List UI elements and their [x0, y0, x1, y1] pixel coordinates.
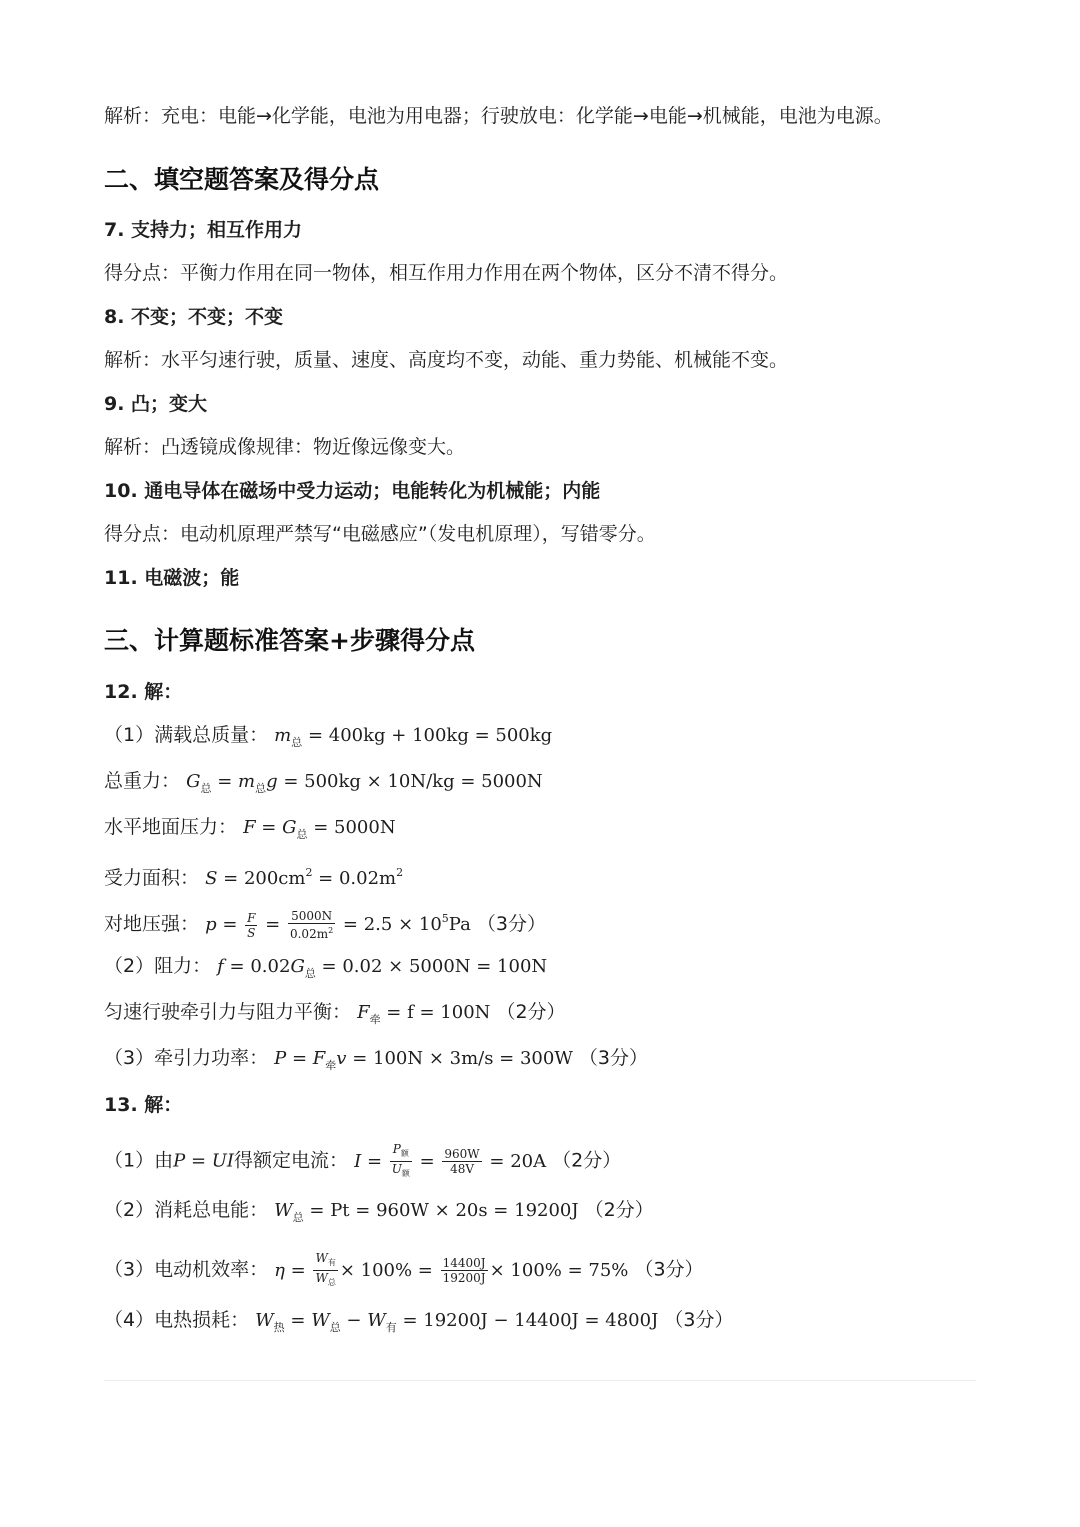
formula: I = $\frac{P_额}{U_额}$ = $\frac{960W}{48V}$ = 20A — [354, 1142, 547, 1178]
step-label: 得额定电流： — [234, 1149, 349, 1172]
step-label: （4）电热损耗： — [104, 1309, 250, 1331]
q12-traction — [104, 998, 566, 1034]
formula: $m_总 = 400kg + 100kg = 500kg$ — [274, 725, 553, 749]
step-label: （2）消耗总电能： — [104, 1199, 269, 1221]
section-heading-fill-in: 二、填空题答案及得分点 — [104, 165, 380, 194]
step-label: （3）电动机效率： — [104, 1258, 269, 1281]
step-label: 对地压强： — [104, 913, 200, 935]
formula: $P = F_牵v = 100N \times 3m/s = 300W$ — [274, 1048, 573, 1072]
q13-efficiency — [104, 1251, 704, 1290]
q12-resistance — [104, 952, 547, 988]
q12-power — [104, 1044, 648, 1080]
answer-q7: 7. 支持力；相互作用力 — [104, 219, 303, 241]
q12-total-weight — [104, 767, 543, 803]
scoring-note-q10: 得分点：电动机原理严禁写“电磁感应”（发电机原理），写错零分。 — [104, 523, 656, 545]
step-label: （2）阻力： — [104, 955, 212, 977]
formula: $S = 200cm^2 = 0.02m^2$ — [205, 866, 404, 889]
step-label: 总重力： — [104, 770, 181, 792]
score-badge: （3分） — [476, 913, 546, 935]
step-label: （3）牵引力功率： — [104, 1047, 269, 1069]
formula: $F_牵 = f = 100N$ — [357, 1002, 491, 1026]
formula: $F = G_总 = 5000N$ — [243, 817, 396, 841]
formula: $f = 0.02G_总 = 0.02 \times 5000N = 100N$ — [217, 956, 548, 980]
analysis-q8: 解析：水平匀速行驶，质量、速度、高度均不变，动能、重力势能、机械能不变。 — [104, 349, 789, 371]
analysis-q9: 解析：凸透镜成像规律：物近像远像变大。 — [104, 436, 466, 458]
score-badge: （3分） — [664, 1309, 734, 1331]
answer-q9: 9. 凸；变大 — [104, 393, 208, 415]
formula: p = $\frac{F}{S}$ = $\frac{5000N}{0.02m^2}$ = $2.5 \times 10^5Pa$ — [205, 909, 471, 941]
bottom-divider — [104, 1380, 976, 1381]
step-label: 受力面积： — [104, 867, 200, 889]
formula: η = $\frac{W_有}{W_总}$ × 100% = $\frac{14400J}{19200J}$ × 100% = 75% — [274, 1251, 629, 1287]
question-13-label: 13. 解： — [104, 1094, 183, 1116]
q13-energy — [104, 1196, 654, 1232]
score-badge: （2分） — [584, 1199, 654, 1221]
step-label: 水平地面压力： — [104, 816, 238, 838]
score-badge: （2分） — [552, 1149, 622, 1172]
step-label: 匀速行驶牵引力与阻力平衡： — [104, 1001, 352, 1023]
score-badge: （3分） — [634, 1258, 704, 1281]
formula: $G_总 = m_总g = 500kg \times 10N/kg = 5000N$ — [186, 771, 543, 795]
scoring-note-q7: 得分点：平衡力作用在同一物体，相互作用力作用在两个物体，区分不清不得分。 — [104, 262, 789, 284]
step-label: （1）满载总质量： — [104, 724, 269, 746]
question-12-label: 12. 解： — [104, 681, 183, 703]
answer-q10: 10. 通电导体在磁场中受力运动；电能转化为机械能；内能 — [104, 480, 601, 502]
formula: $W_热 = W_总 - W_有 = 19200J - 14400J = 4800J$ — [255, 1310, 659, 1334]
step-label: （1）由 — [104, 1149, 174, 1172]
answer-q11: 11. 电磁波；能 — [104, 567, 240, 589]
q12-pressure — [104, 905, 546, 941]
score-badge: （2分） — [496, 1001, 566, 1023]
q13-heat-loss — [104, 1306, 733, 1342]
analysis-charging: 解析：充电：电能→化学能，电池为用电器；行驶放电：化学能→电能→机械能，电池为电源。 — [104, 105, 893, 127]
answer-q8: 8. 不变；不变；不变 — [104, 306, 284, 328]
q12-total-mass — [104, 721, 552, 757]
score-badge: （3分） — [578, 1047, 648, 1069]
formula: $W_总 = Pt = 960W \times 20s = 19200J$ — [274, 1200, 579, 1224]
q12-contact-area — [104, 859, 403, 893]
formula-pui: P = UI — [173, 1150, 235, 1172]
section-heading-calculation: 三、计算题标准答案+步骤得分点 — [104, 626, 475, 655]
q13-current — [104, 1142, 621, 1181]
q12-pressure-force — [104, 813, 396, 849]
